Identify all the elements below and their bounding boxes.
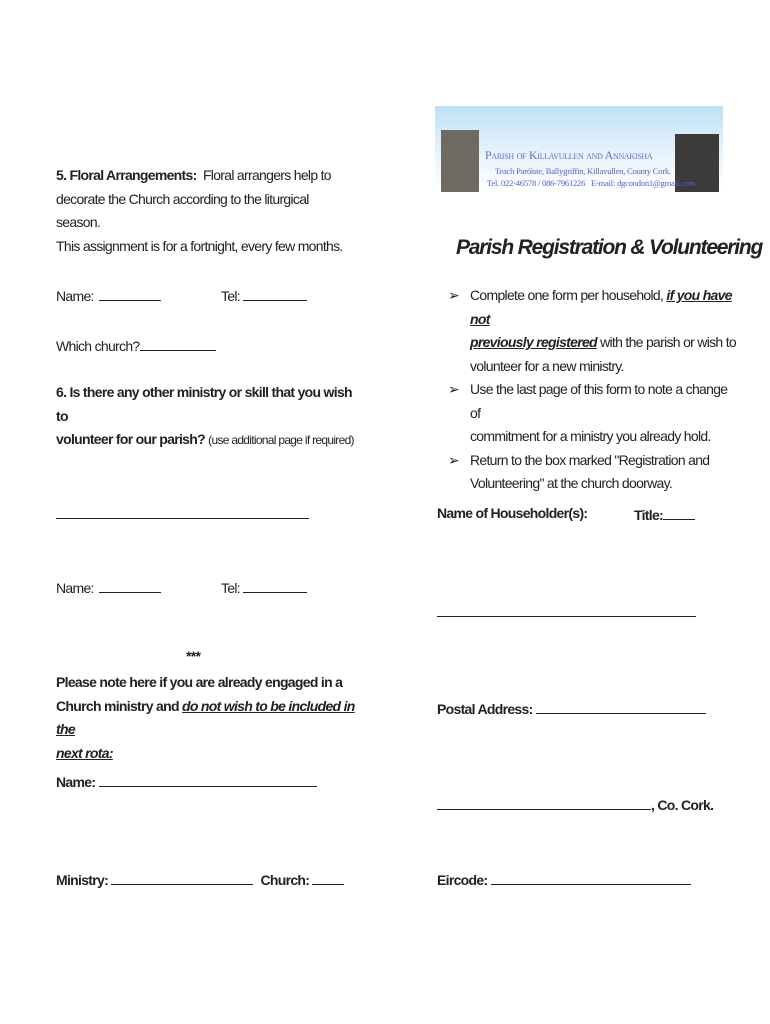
floral-section xyxy=(56,164,356,258)
bullet-text: Complete one form per household, xyxy=(470,287,667,303)
arrow-bullet-icon: ➢ xyxy=(448,451,460,468)
banner-address: Teach Paróiste, Ballygriffin, Killavullen, County Cork. xyxy=(495,166,671,176)
separator-stars: *** xyxy=(186,648,201,664)
which-church-field[interactable] xyxy=(140,336,216,351)
q6-answer-line[interactable] xyxy=(56,518,309,519)
arrow-bullet-icon: ➢ xyxy=(448,381,460,397)
list-item xyxy=(438,284,738,378)
bullet-text: volunteer for a new ministry. xyxy=(470,357,624,374)
postal-address-line-2[interactable] xyxy=(437,795,651,810)
title-field[interactable] xyxy=(663,505,695,520)
question-6 xyxy=(56,381,356,453)
which-church-label: Which church? xyxy=(56,338,140,354)
q6-text: volunteer for our parish? xyxy=(56,431,205,447)
ministry-field[interactable] xyxy=(111,870,253,885)
note-text: Church ministry and xyxy=(56,697,183,714)
floral-text: Floral arrangers help to xyxy=(202,167,331,183)
q6-note: (use additional page if required) xyxy=(208,433,354,447)
tel-field-2[interactable] xyxy=(243,578,307,593)
note-text: Please note here if you are already engaged in a xyxy=(56,674,343,690)
floral-text: This assignment is for a fortnight, every few months. xyxy=(56,237,343,254)
ministry-label: Ministry: xyxy=(56,872,109,888)
rota-name-field[interactable] xyxy=(99,772,317,787)
tel-label: Tel: xyxy=(221,288,240,304)
householder-label: Name of Householder(s): xyxy=(437,505,588,521)
page-title: Parish Registration & Volunteering xyxy=(456,236,763,259)
already-engaged-note xyxy=(56,671,356,765)
bullet-text: Use the last page of this form to note a change of xyxy=(470,381,728,421)
banner-email: E-mail: dgcondon1@gmail.com xyxy=(590,178,695,188)
list-item xyxy=(438,449,738,496)
title-label: Title: xyxy=(634,507,663,523)
bullet-text: Volunteering" at the church doorway. xyxy=(470,475,673,491)
arrow-bullet-icon: ➢ xyxy=(448,287,460,303)
name-label: Name: xyxy=(56,580,94,596)
county-suffix: , Co. Cork. xyxy=(651,797,714,813)
banner-tel: Tel. 022-46578 / 086-7961226 xyxy=(487,178,586,188)
bullet-text: Return to the box marked "Registration and xyxy=(470,451,710,468)
note-emphasis: next rota: xyxy=(56,744,113,761)
bullet-emphasis: previously registered xyxy=(470,334,597,350)
postal-address-field[interactable] xyxy=(536,699,706,714)
name-field[interactable] xyxy=(99,286,161,301)
bullet-emphasis: if you have not xyxy=(470,287,732,327)
floral-heading: 5. Floral Arrangements: xyxy=(56,167,197,183)
bullet-text: with the parish or wish to xyxy=(596,334,736,350)
church-label: Church: xyxy=(260,872,310,888)
floral-text: decorate the Church according to the liturgical season. xyxy=(56,190,309,230)
eircode-label: Eircode: xyxy=(437,872,488,888)
banner-title: Parish of Killavullen and Annakisha xyxy=(485,148,653,162)
church-left-image xyxy=(441,130,479,192)
note-emphasis: do not wish to be included in the xyxy=(56,697,355,737)
parish-banner xyxy=(435,106,723,192)
name-label: Name: xyxy=(56,288,94,304)
tel-field[interactable] xyxy=(243,286,307,301)
church-field[interactable] xyxy=(312,870,344,885)
postal-address-label: Postal Address: xyxy=(437,701,533,717)
list-item xyxy=(438,378,738,449)
q6-text: 6. Is there any other ministry or skill that you wish to xyxy=(56,384,352,424)
instructions-list xyxy=(438,284,738,496)
householder-field[interactable] xyxy=(437,616,696,617)
bullet-text: commitment for a ministry you already hold. xyxy=(470,428,711,444)
name-field-2[interactable] xyxy=(99,578,161,593)
name-label: Name: xyxy=(56,774,96,790)
eircode-field[interactable] xyxy=(491,870,691,885)
tel-label: Tel: xyxy=(221,580,240,596)
